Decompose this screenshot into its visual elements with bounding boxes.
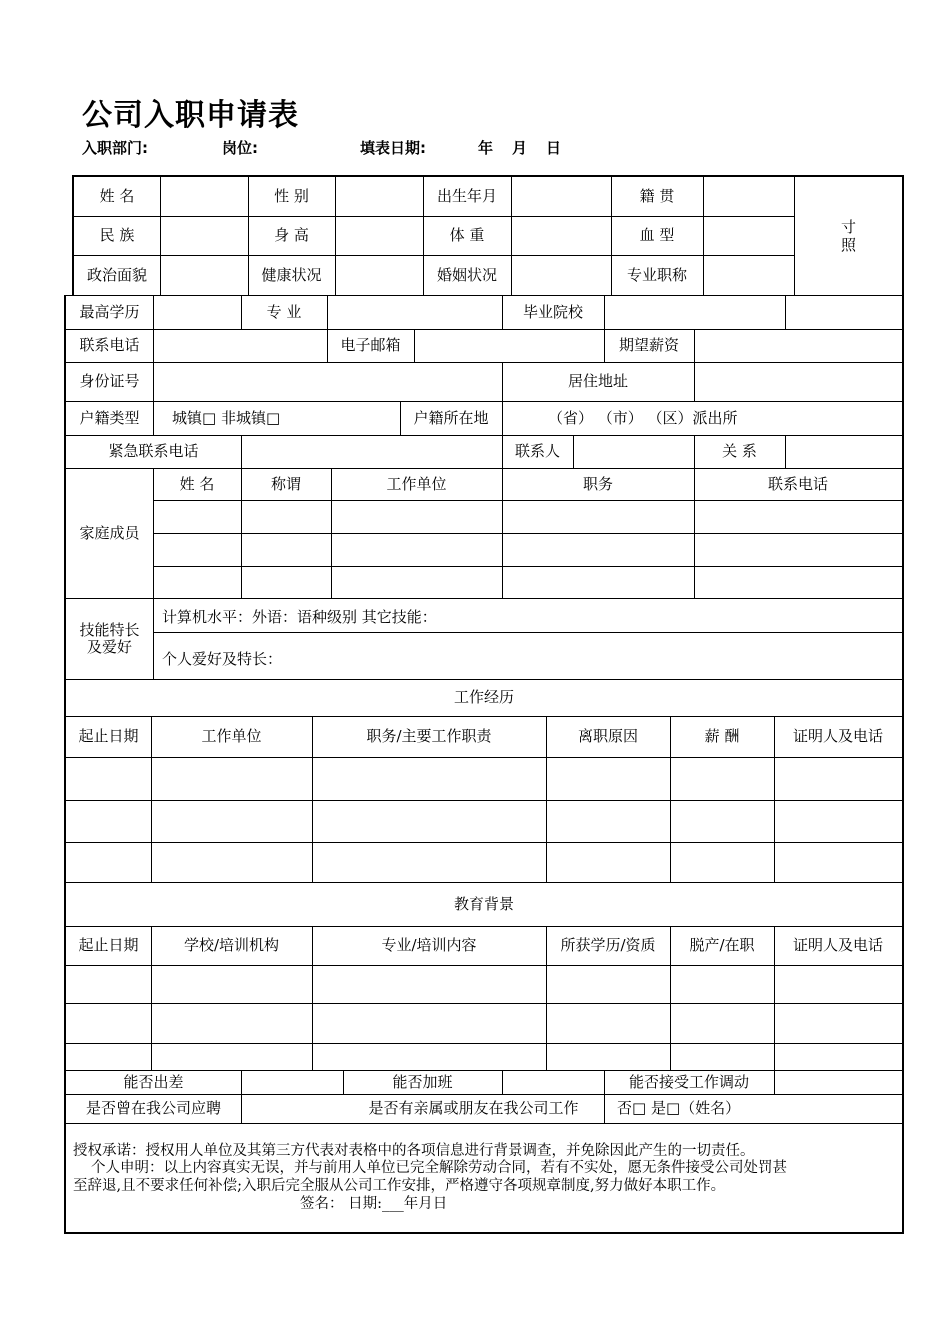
phone-label: 联系电话 [79, 336, 140, 354]
family-header-position: 职务 [582, 474, 613, 493]
hukou-place-label: 户籍所在地 [413, 408, 489, 427]
hukou-options[interactable]: 城镇□ 非城镇□ [172, 408, 281, 427]
photo-text-2: 照 [840, 236, 856, 254]
work-section-title: 工作经历 [453, 688, 514, 706]
photo-text-1: 寸 [840, 218, 856, 236]
work-header-duties: 职务/主要工作职责 [366, 727, 492, 745]
family-header-employer: 工作单位 [386, 474, 447, 493]
travel-label: 能否出差 [123, 1072, 184, 1091]
skills-label-2: 及爱好 [86, 637, 132, 656]
edu-header-dates: 起止日期 [78, 936, 139, 954]
page-title: 公司入职申请表 [82, 98, 299, 133]
relatives-label: 是否有亲属或朋友在我公司工作 [368, 1099, 579, 1117]
email-label: 电子邮箱 [340, 336, 401, 354]
height-label: 身 高 [274, 226, 309, 244]
edu-header-major: 专业/培训内容 [381, 936, 477, 954]
edu-header-school: 学校/培训机构 [183, 936, 280, 954]
work-header-employer: 工作单位 [201, 727, 262, 745]
signature-line: 签名： 日期:___年月日 [300, 1196, 448, 1212]
address-label: 居住地址 [567, 372, 628, 390]
salary-label: 期望薪资 [618, 336, 679, 354]
date-month: 月 [512, 139, 528, 157]
political-label: 政治面貌 [86, 265, 147, 284]
birth-label: 出生年月 [436, 187, 497, 205]
family-label: 家庭成员 [79, 523, 140, 542]
transfer-label: 能否接受工作调动 [628, 1072, 749, 1091]
photo-box[interactable] [795, 177, 902, 295]
auth-statement: 授权承诺：授权用人单位及其第三方代表对表格中的各项信息进行背景调查，并免除因此产生的一切责任。 [73, 1143, 755, 1159]
edu-header-reference: 证明人及电话 [792, 936, 883, 954]
health-label: 健康状况 [261, 265, 322, 284]
marital-label: 婚姻状况 [436, 265, 497, 284]
edu-header-mode: 脱产/在职 [689, 936, 755, 954]
education-section-title: 教育背景 [453, 894, 514, 913]
ethnic-label: 民 族 [99, 226, 135, 244]
blood-label: 血 型 [639, 226, 675, 244]
family-header-name: 姓 名 [179, 474, 215, 493]
edu-header-qualification: 所获学历/资质 [560, 936, 656, 954]
work-header-reason: 离职原因 [577, 727, 638, 745]
school-label: 毕业院校 [522, 303, 583, 321]
contact-label: 联系人 [514, 442, 560, 460]
work-header-dates: 起止日期 [78, 727, 139, 745]
family-header-relation: 称谓 [270, 474, 301, 493]
applied-label: 是否曾在我公司应聘 [85, 1099, 221, 1117]
dept-label: 入职部门: [82, 139, 148, 157]
prof-title-label: 专业职称 [626, 265, 687, 284]
date-year: 年 [478, 139, 494, 157]
idno-label: 身份证号 [79, 372, 140, 390]
work-header-reference: 证明人及电话 [792, 727, 883, 745]
post-label: 岗位: [222, 139, 258, 157]
skills-line-1: 计算机水平：外语：语种级别 其它技能： [162, 607, 437, 626]
relation-label: 关 系 [722, 442, 757, 460]
personal-statement-2: 至辞退,且不要求任何补偿;入职后完全服从公司工作安排，严格遵守各项规章制度,努力做好本职工作。 [73, 1178, 726, 1194]
work-header-pay: 薪 酬 [704, 727, 740, 745]
gender-label: 性 别 [274, 187, 309, 205]
overtime-label: 能否加班 [392, 1072, 453, 1091]
skills-label [66, 598, 153, 679]
hukou-type-label: 户籍类型 [79, 408, 140, 427]
family-header-phone: 联系电话 [767, 474, 828, 493]
skills-label-1: 技能特长 [79, 620, 140, 639]
hukou-address: （省） （市） （区）派出所 [548, 408, 738, 427]
date-day: 日 [546, 139, 562, 157]
relatives-answer[interactable]: 否□ 是□（姓名） [617, 1099, 741, 1117]
name-label: 姓 名 [99, 187, 135, 205]
major-label: 专 业 [266, 303, 302, 321]
emergency-label: 紧急联系电话 [108, 442, 199, 460]
weight-label: 体 重 [449, 226, 485, 244]
date-label: 填表日期: [360, 139, 426, 157]
native-label: 籍 贯 [639, 187, 675, 205]
skills-line-2: 个人爱好及特长： [162, 649, 283, 668]
personal-statement-1: 个人申明：以上内容真实无误，并与前用人单位已完全解除劳动合同，若有不实处，愿无条件接受公司处罚甚 [91, 1160, 787, 1176]
degree-label: 最高学历 [79, 303, 140, 321]
